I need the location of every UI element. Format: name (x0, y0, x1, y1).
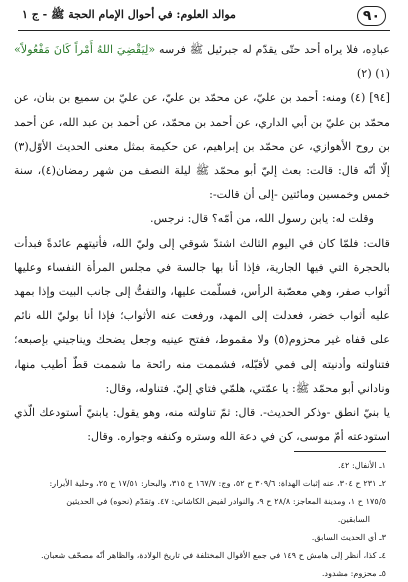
footnote-2-line-3: السابقين. (337, 514, 370, 524)
footnote-ref: (١) (٢) (356, 67, 390, 81)
quran-verse: «لِيَقْضِيَ اللهُ أَمْراً كَانَ مَفْعُولاً» (14, 43, 156, 56)
paragraph-5: يا بنيّ انطق -وذكر الحديث-. قال: ثمّ تناولته منه، وهو يقول: يابنيّ أستودعك الّذي استودعته أمّ موسى، كن في دعة الله وستره وكنفه وجواره. وقال: (14, 406, 390, 444)
footnotes (12, 456, 386, 582)
footnote-1: ١ـ الأنفال: ٤٢. (338, 460, 386, 470)
main-text (14, 38, 390, 449)
footnote-5: ٥ـ محزوم: مشدود. (321, 568, 386, 578)
text-span: ولا مقموط، ففتح عينيه وجعل يضحك ويناجيني بإصبعه؛ فتناولته وأدنيته إلى فمي لأقبّله، فشممت منه رائحة ما شممت قطّ أطيب منها، وناداني أبو محمّد ﷺ: يا عمّتي، هلمّي فتاي إليّ. فتناوله، وقال: (14, 333, 390, 395)
paragraph-2 (14, 86, 390, 207)
footnote-3: ٣ـ أي الحديث السابق. (311, 532, 386, 542)
footnote-ref: (٥) (274, 333, 289, 347)
footnote-ref: (٣) (14, 139, 29, 153)
footnote-ref: (٤) (41, 164, 56, 178)
footnote-divider (294, 451, 386, 452)
text-span: إلّا أنّه قال: قالت: بعث إليّ أبو محمّد ﷺ ليلة النصف من شهر رمضان (55, 164, 390, 178)
page-number: ٩٠ (357, 6, 386, 26)
text-span: [٩٤] (٤) ومنه: أحمد بن عليّ، عن محمّد بن عليّ، عن عليّ بن سميع بن بنان، عن محمّد بن عليّ بن أبي الداري، عن أحمد بن محمّد، عن أحمد بن عبد الله، عن أحمد بن روح الأهوازي، عن محمّد بن إبراهيم، عن حكيمة بمثل معنى الحديث الأوّل (14, 91, 390, 153)
text-span: ، سنة خمس وخمسين ومائتين -إلى أن قالت-: (14, 164, 390, 202)
paragraph-3: وقلت له: يابن رسول الله، من أمّه؟ قال: نرجس. (150, 212, 374, 226)
text-span: قالت: فلمّا كان في اليوم الثالث اشتدّ شوقي إلى وليّ الله، فأتيتهم عائدةً فبدأت بالحجرة التي فيها الجارية، فإذا أنا بها جالسة في مجلس المرأة النفساء وعليها أثواب صفر، وهي معصّبة الرأس، فسلّمت عليها، والتفتُّ إلى جانب البيت وإذا بمهد عليه أثواب خضر، فعدلت إلى المهد، ورفعت عنه الأثواب؛ فإذا أنا بوليّ الله نائم على قفاه غير محزوم (14, 236, 391, 347)
paragraph-4 (14, 232, 390, 401)
text-span: عبادِه، فلا يراه أحد حتّى يقدّم له جبرئيل ﷺ فرسه (155, 43, 390, 56)
footnote-2-line-1: ٢ـ ٢٣١ ح ٣٠٤، عنه إثبات الهداة: ٣٠٩/٦ ح ٥٢، وج: ١٦٧/٧ ح ٣١٥، والبحار: ١٧/٥١ ح ٢٥، وحلية الأبرار: (49, 478, 386, 488)
running-title: موالد العلوم: في أحوال الإمام الحجة ﷺ - ج ١ (22, 8, 236, 21)
header-divider (18, 30, 390, 31)
page-header (22, 4, 386, 28)
footnote-4: ٤ـ كذا، أنظر إلى هامش ح ١٤٩ في جمع الأقوال المختلفة في تاريخ الولادة، والظاهر أنّه مصحّف شعبان. (40, 550, 386, 560)
paragraph-1 (14, 38, 390, 86)
footnote-2-line-2: ١٧٥/٥ ح ١، ومدينة المعاجز: ٢٨/٨ ح ٩، والنوادر لفيض الكاشاني: ٤٧. وتقدّم (نحوه) في الحديثين (66, 496, 386, 506)
